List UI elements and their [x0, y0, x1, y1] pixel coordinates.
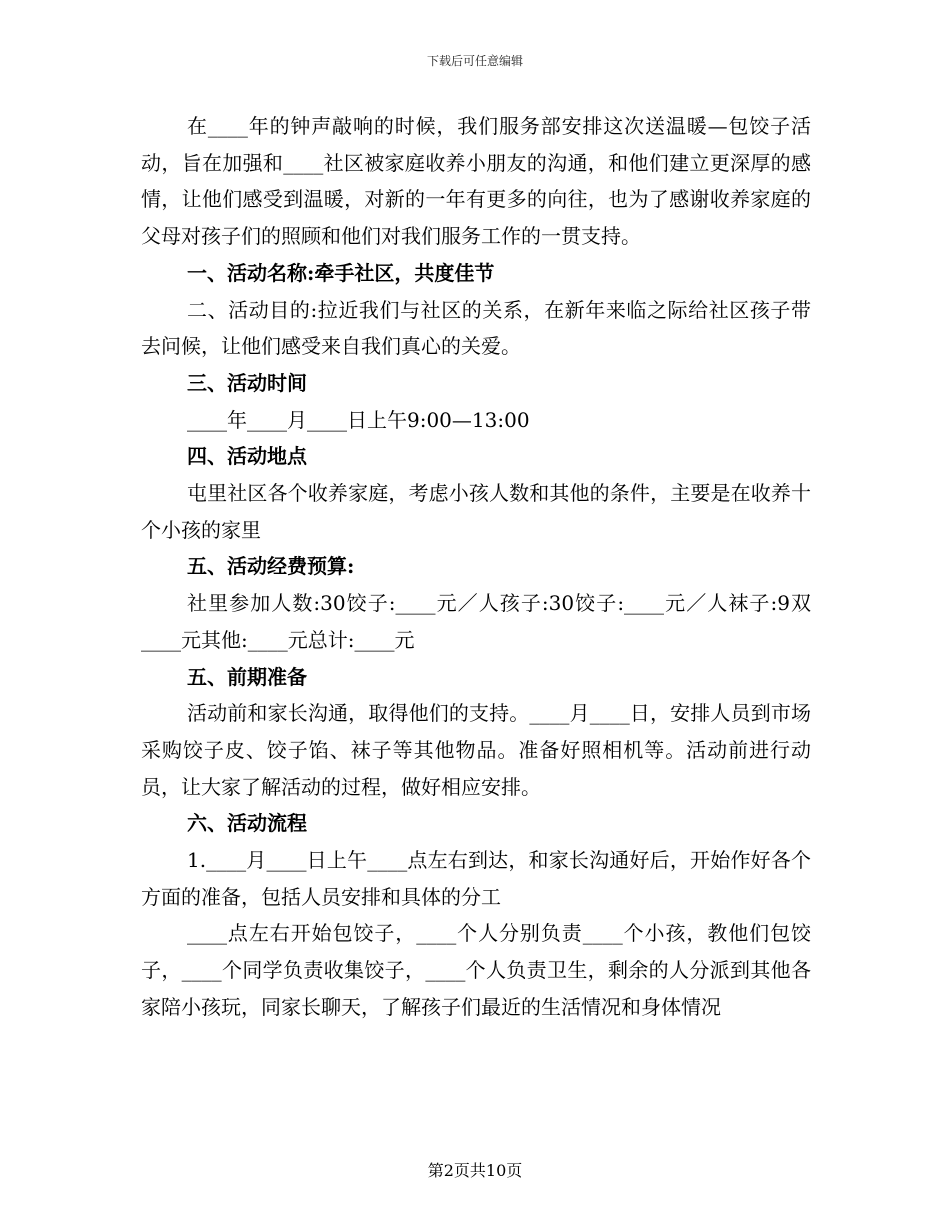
- page-footer-number: 第2页共10页: [427, 1161, 523, 1180]
- section-activity-name: 一、活动名称:牵手社区，共度佳节: [187, 260, 495, 285]
- section-preparation-text: 活动前和家长沟通，取得他们的支持。____月____日，安排人员到市场采购饺子皮、饺子馅、袜子等其他物品。准备好照相机等。活动前进行动员，让大家了解活动的过程，做好相应安排。: [141, 701, 811, 799]
- section-location-heading: 四、活动地点: [187, 444, 307, 469]
- section-activity-purpose: 二、活动目的:拉近我们与社区的关系，在新年来临之际给社区孩子带去问候，让他们感受来自我们真心的关爱。: [141, 297, 811, 359]
- intro-paragraph: 在____年的钟声敲响的时候，我们服务部安排这次送温暖—包饺子活动，旨在加强和____社区被家庭收养小朋友的沟通，和他们建立更深厚的感情，让他们感受到温暖，对新的一年有更多的向往，也为了感谢收养家庭的父母对孩子们的照顾和他们对我们服务工作的一贯支持。: [141, 114, 811, 249]
- section-budget-text: 社里参加人数:30饺子:____元／人孩子:30饺子:____元／人袜子:9双____元其他:____元总计:____元: [141, 591, 811, 652]
- section-process-heading: 六、活动流程: [187, 811, 307, 836]
- process-step-1: 1.____月____日上午____点左右到达，和家长沟通好后，开始作好各个方面的准备，包括人员安排和具体的分工: [141, 848, 811, 909]
- page-header-note: 下载后可任意编辑: [426, 54, 523, 68]
- document-body: [141, 108, 811, 1026]
- section-time-text: ____年____月____日上午9:00—13:00: [187, 407, 530, 432]
- section-location-text: 屯里社区各个收养家庭，考虑小孩人数和其他的条件，主要是在收养十个小孩的家里: [141, 481, 811, 542]
- process-step-2: ____点左右开始包饺子，____个人分别负责____个小孩，教他们包饺子，____个同学负责收集饺子，____个人负责卫生，剩余的人分派到其他各家陪小孩玩，同家长聊天，了解孩子们最近的生活情况和身体情况: [141, 921, 811, 1019]
- section-time-heading: 三、活动时间: [187, 370, 307, 395]
- section-preparation-heading: 五、前期准备: [187, 664, 307, 689]
- section-budget-heading: 五、活动经费预算:: [187, 554, 355, 579]
